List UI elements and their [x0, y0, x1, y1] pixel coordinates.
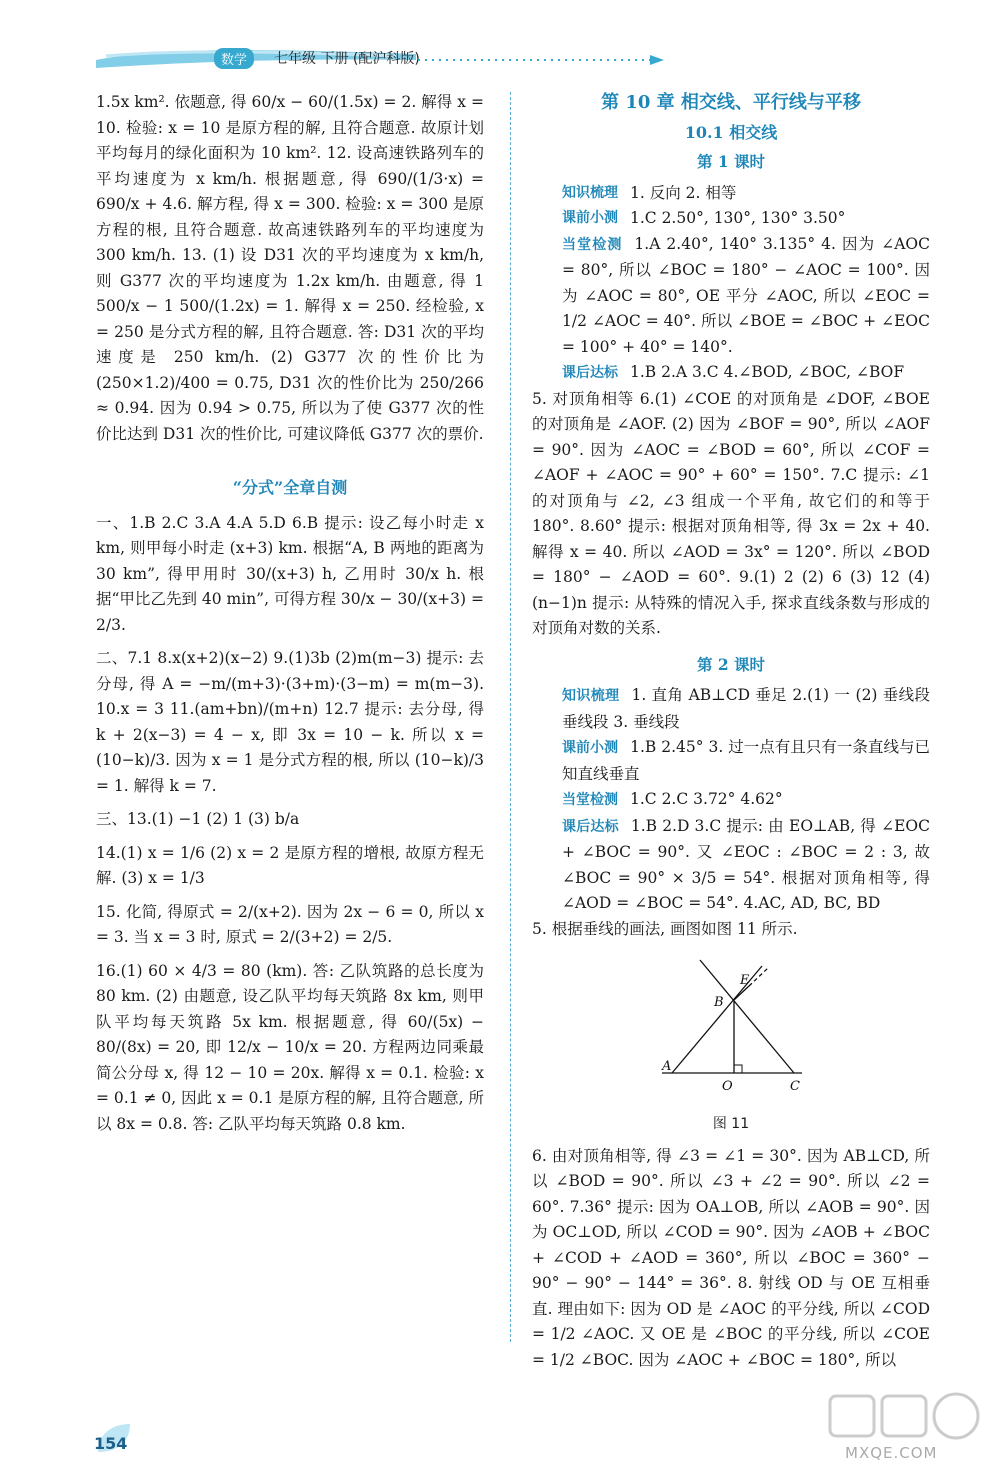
- tag-class-check: 当堂检测: [562, 236, 623, 253]
- page-number: 154: [94, 1434, 128, 1453]
- column-divider: [510, 92, 511, 1342]
- figure-11-diagram: [652, 948, 812, 1098]
- lesson-1-knowledge: [532, 181, 930, 207]
- test-item-14: 14.(1) x = 1/6 (2) x = 2 是原方程的增根, 故原方程无解. (3) x = 1/3: [96, 843, 484, 887]
- after-class-text: 1.B 2.A 3.C 4.∠BOD, ∠BOC, ∠BOF: [630, 363, 905, 381]
- test-part-two: 二、7.1 8.x(x+2)(x−2) 9.(1)3b (2)m(m−3) 提示: 去分母, 得 A = −m/(m+3)·(3+m)·(3−m) = m(m−3). 10.x = 3 11.(am+bn)/(m+n) 12.7 提示: 去分母, 得 k + 2(x−3) = 4 − x, 即 3x = 10 − k. 所以 x = (10−k)/3. 因为 x = 1 是分式方程的根, 所以 (10−k)/3 = 1. 解得 k = 7.: [96, 649, 484, 795]
- after-class-text: 1.B 2.D 3.C 提示: 由 EO⊥AB, 得 ∠EOC + ∠BOC = 90°. 又 ∠EOC : ∠BOC = 2 : 3, 故 ∠BOC = 90° × 3/5 = 54°. 根据对顶角相等, 得 ∠AOD = ∠BOC = 54°. 4.AC, AD, BC, BD: [562, 816, 931, 912]
- tag-after-class: 课后达标: [562, 365, 618, 381]
- point-label-e: E: [740, 973, 750, 988]
- watermark-text: MXQE.COM: [845, 1444, 938, 1462]
- lesson-2-class: [532, 787, 930, 814]
- lesson-2-after-more: 6. 由对顶角相等, 得 ∠3 = ∠1 = 30°. 因为 AB⊥CD, 所以 ∠BOD = 90°. 所以 ∠3 + ∠2 = 90°. 所以 ∠2 = 60°. 7.36° 提示: 因为 OA⊥OB, 所以 ∠AOB = 90°. 因为 OC⊥OD, 所以 ∠COD = 90°. 因为 ∠AOB + ∠BOC + ∠COD + ∠AOD = 360°, 所以 ∠BOC = 360° − 90° − 90° − 144° = 36°. 8. 射线 OD 与 OE 互相垂直. 理由如下: 因为 OD 是 ∠AOC 的平分线, 所以 ∠COD = 1/2 ∠AOC. 又 OE 是 ∠BOC 的平分线, 所以 ∠COE = 1/2 ∠BOC. 因为 ∠AOC + ∠BOC = 180°, 所以: [532, 1146, 930, 1369]
- dotted-arrow-decoration: [418, 54, 668, 66]
- pre-test-text: 1.B 2.45° 3. 过一点有且只有一条直线与已知直线垂直: [562, 738, 931, 783]
- test-item-15: 15. 化简, 得原式 = 2/(x+2). 因为 2x − 6 = 0, 所以 x = 3. 当 x = 3 时, 原式 = 2/(3+2) = 2/5.: [96, 902, 484, 946]
- header-subject: 数学: [214, 48, 254, 69]
- figure-11: [532, 948, 930, 1108]
- tag-knowledge: 知识梳理: [562, 184, 618, 201]
- running-header: [96, 36, 696, 82]
- test-item-16: 16.(1) 60 × 4/3 = 80 (km). 答: 乙队筑路的总长度为 80 km. (2) 由题意, 设乙队平均每天筑路 8x km, 则甲队平均每天筑路 5x km. 根据题意, 得 60/(5x) − 80/(8x) = 20, 即 12/x − 10/x = 20. 方程两边同乘最简公分母 x, 得 12 − 10 = 20x. 解得 x = 0.1. 检验: x = 0.1 ≠ 0, 因此 x = 0.1 是原方程的解, 且符合题意, 所以 8x = 0.8. 答: 乙队平均每天筑路 0.8 km.: [96, 961, 484, 1133]
- tag-pre-test: 课前小测: [562, 210, 618, 226]
- knowledge-text: 1. 反向 2. 相等: [630, 183, 737, 202]
- pre-test-text: 1.C 2.50°, 130°, 130° 3.50°: [630, 209, 846, 227]
- section-title-fraction-test: “分式”全章自测: [232, 478, 348, 497]
- class-check-text: 1.A 2.40°, 140° 3.135° 4. 因为 ∠AOC = 80°, 所以 ∠BOC = 180° − ∠AOC = 100°. 因为 ∠AOC = 80°, OE 平分 ∠AOC, 所以 ∠EOC = 1/2 ∠AOC = 40°. 所以 ∠BOE = ∠BOC + ∠EOC = 100° + 40° = 140°.: [562, 234, 930, 356]
- tag-class-check: 当堂检测: [562, 792, 618, 808]
- point-label-a: A: [662, 1059, 672, 1074]
- chapter-title: 第 10 章 相交线、平行线与平移: [601, 92, 861, 113]
- lesson-1-pre: [532, 206, 930, 232]
- section-title: 10.1 相交线: [684, 122, 778, 142]
- lesson-1-after: [532, 360, 930, 387]
- point-label-c: C: [790, 1079, 800, 1094]
- lesson-1-after-more: 5. 对顶角相等 6.(1) ∠COE 的对顶角是 ∠DOF, ∠BOE 的对顶角是 ∠AOF. (2) 因为 ∠BOF = 90°, 所以 ∠AOF = 90°. 因为 ∠AOC = ∠BOD = 60°, 所以 ∠COF = ∠AOF + ∠AOC = 90° + 60° = 150°. 7.C 提示: ∠1 的对顶角与 ∠2, ∠3 组成一个平角, 故它们的和等于 180°. 8.60° 提示: 根据对顶角相等, 得 3x = 2x + 40. 解得 x = 40. 所以 ∠AOD = 3x° = 120°. 所以 ∠BOD = 180° − ∠AOD = 60°. 9.(1) 2 (2) 6 (3) 12 (4) (n−1)n 提示: 从特殊的情况入手, 探求直线条数与形成的对顶角对数的关系.: [532, 389, 930, 637]
- lesson-2-title: 第 2 课时: [696, 654, 766, 674]
- lesson-2-pre: [532, 735, 930, 787]
- lesson-1-title: 第 1 课时: [696, 152, 766, 171]
- lesson-1-class: [532, 232, 930, 361]
- test-part-one: 一、1.B 2.C 3.A 4.A 5.D 6.B 提示: 设乙每小时走 x km, 则甲每小时走 (x+3) km. 根据“A, B 两地的距离为 30 km”, 得甲用时 30/(x+3) h, 乙用时 30/x h. 根据“甲比乙先到 40 min”, 可得方程 30/x − 30/(x+3) = 2/3.: [96, 513, 484, 634]
- right-column: [532, 90, 930, 1373]
- lesson-2-knowledge: [532, 683, 930, 735]
- point-label-o: O: [722, 1079, 733, 1094]
- tag-knowledge: 知识梳理: [562, 688, 620, 704]
- answer-paragraph: 1.5x km². 依题意, 得 60/x − 60/(1.5x) = 2. 解得 x = 10. 检验: x = 10 是原方程的解, 且符合题意. 故原计划平均每月的绿化面积为 10 km². 12. 设高速铁路列车的平均速度为 x km/h. 根据题意, 得 690/(1/3·x) = 690/x + 4.6. 解方程, 得 x = 300. 检验: x = 300 是原方程的根, 且符合题意. 故高速铁路列车的平均速度为 300 km/h. 13. (1) 设 D31 次的平均速度为 x km/h, 则 G377 次的平均速度为 1.2x km/h. 由题意, 得 1 500/x − 1 500/(1.2x) = 1. 解得 x = 250. 经检验, x = 250 是分式方程的解, 且符合题意. 答: D31 次的平均速度是 250 km/h. (2) G377 次的性价比为 (250×1.2)/400 = 0.75, D31 次的性价比为 250/266 ≈ 0.94. 因为 0.94 > 0.75, 所以为了使 G377 次的性价比达到 D31 次的性价比, 可建议降低 G377 次的票价.: [96, 93, 484, 443]
- left-column: [96, 90, 484, 1137]
- class-check-text: 1.C 2.C 3.72° 4.62°: [630, 790, 783, 808]
- figure-caption: 图 11: [712, 1116, 750, 1132]
- lesson-2-after: [532, 814, 930, 917]
- tag-pre-test: 课前小测: [562, 740, 619, 756]
- knowledge-text: 1. 直角 AB⊥CD 垂足 2.(1) 一 (2) 垂线段 垂线段 3. 垂线段: [562, 686, 930, 731]
- lesson-2-item-5: 5. 根据垂线的画法, 画图如图 11 所示.: [532, 919, 798, 938]
- point-label-b: B: [714, 995, 724, 1010]
- header-grade-info: 七年级 下册 (配沪科版): [274, 51, 420, 67]
- test-part-three: 三、13.(1) −1 (2) 1 (3) b/a: [96, 810, 300, 828]
- tag-after-class: 课后达标: [562, 818, 619, 835]
